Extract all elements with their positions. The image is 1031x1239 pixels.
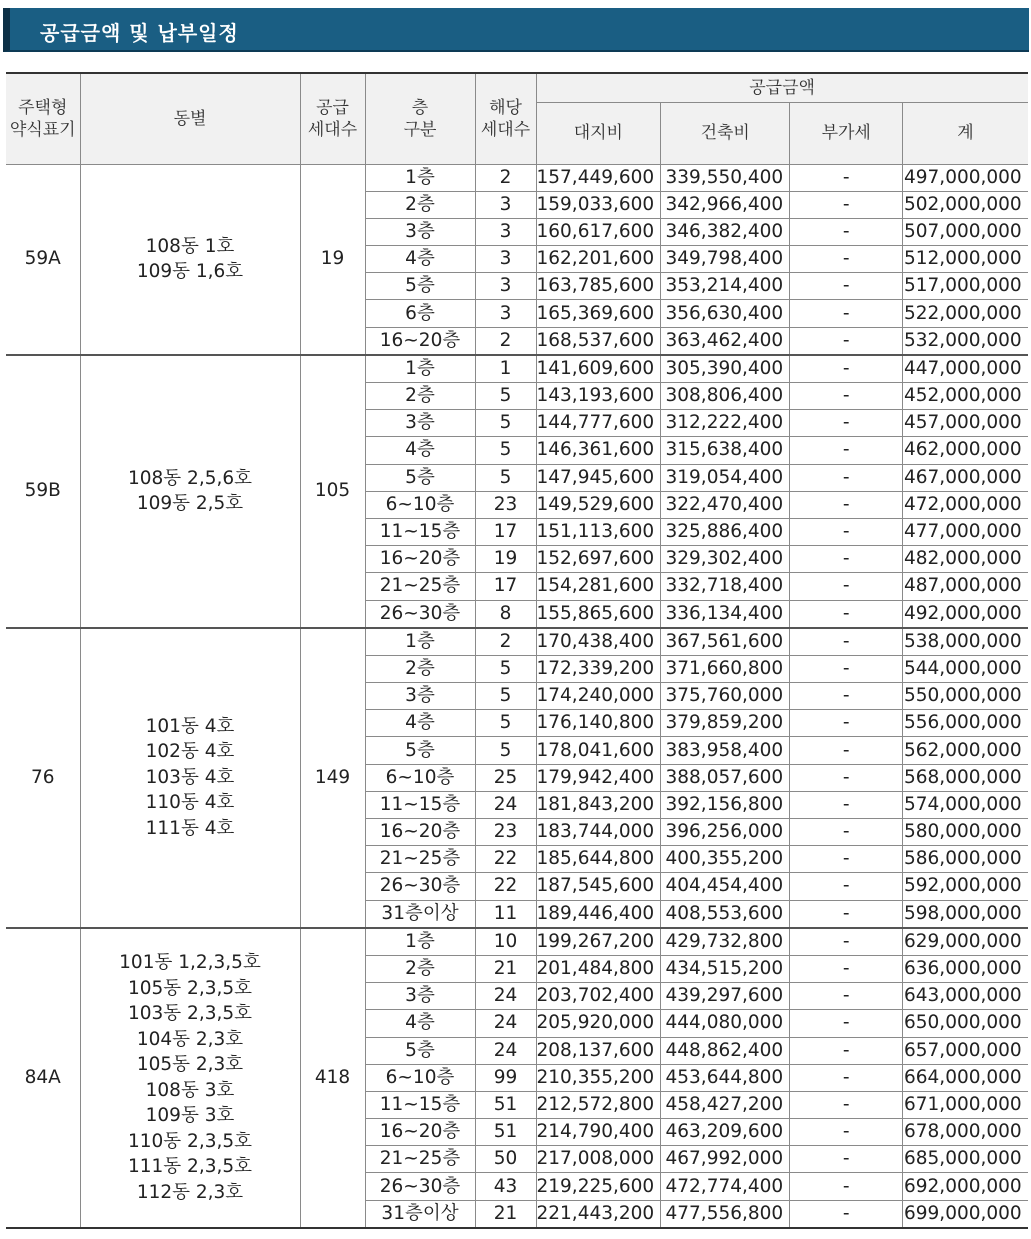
cell-total: 482,000,000 [903, 546, 1028, 573]
cell-total: 497,000,000 [903, 164, 1028, 191]
cell-floor: 6~10층 [365, 1064, 475, 1091]
cell-floor: 2층 [365, 383, 475, 410]
cell-units: 5 [475, 737, 536, 764]
cell-building: 467,992,000 [661, 1146, 790, 1173]
dong-line: 109동 1,6호 [136, 261, 244, 283]
cell-vat: - [790, 410, 903, 437]
cell-vat: - [790, 327, 903, 355]
cell-supply-units: 418 [300, 928, 365, 1228]
cell-land: 170,438,400 [536, 628, 661, 656]
cell-land: 174,240,000 [536, 683, 661, 710]
cell-units: 5 [475, 710, 536, 737]
cell-total: 671,000,000 [903, 1091, 1028, 1118]
dong-line: 111동 4호 [145, 817, 235, 839]
cell-total: 517,000,000 [903, 273, 1028, 300]
cell-building: 322,470,400 [661, 491, 790, 518]
cell-floor: 31층이상 [365, 1200, 475, 1228]
cell-building: 339,550,400 [661, 164, 790, 191]
header-building: 건축비 [661, 102, 790, 164]
cell-units: 3 [475, 273, 536, 300]
cell-building: 408,553,600 [661, 900, 790, 928]
cell-vat: - [790, 246, 903, 273]
cell-vat: - [790, 983, 903, 1010]
cell-building: 396,256,000 [661, 819, 790, 846]
cell-total: 568,000,000 [903, 764, 1028, 791]
cell-total: 636,000,000 [903, 955, 1028, 982]
cell-floor: 31층이상 [365, 900, 475, 928]
cell-floor: 3층 [365, 218, 475, 245]
cell-land: 178,041,600 [536, 737, 661, 764]
cell-building: 388,057,600 [661, 764, 790, 791]
cell-floor: 16~20층 [365, 546, 475, 573]
cell-floor: 5층 [365, 1037, 475, 1064]
cell-land: 155,865,600 [536, 600, 661, 628]
cell-vat: - [790, 655, 903, 682]
dong-line: 105동 2,3,5호 [127, 977, 252, 999]
cell-units: 2 [475, 327, 536, 355]
cell-units: 17 [475, 518, 536, 545]
cell-floor: 11~15층 [365, 791, 475, 818]
cell-units: 10 [475, 928, 536, 956]
cell-building: 353,214,400 [661, 273, 790, 300]
cell-total: 562,000,000 [903, 737, 1028, 764]
cell-units: 23 [475, 491, 536, 518]
cell-total: 699,000,000 [903, 1200, 1028, 1228]
cell-units: 24 [475, 791, 536, 818]
cell-dong [80, 164, 300, 355]
cell-units: 5 [475, 410, 536, 437]
cell-units: 2 [475, 164, 536, 191]
cell-building: 477,556,800 [661, 1200, 790, 1228]
cell-land: 217,008,000 [536, 1146, 661, 1173]
cell-vat: - [790, 1146, 903, 1173]
table-header [6, 73, 1028, 164]
cell-vat: - [790, 737, 903, 764]
cell-total: 462,000,000 [903, 437, 1028, 464]
cell-floor: 1층 [365, 628, 475, 656]
cell-units: 24 [475, 1010, 536, 1037]
cell-building: 458,427,200 [661, 1091, 790, 1118]
cell-floor: 21~25층 [365, 573, 475, 600]
dong-line: 108동 3호 [145, 1079, 235, 1101]
cell-building: 371,660,800 [661, 655, 790, 682]
cell-floor: 11~15층 [365, 518, 475, 545]
table-row [6, 164, 1028, 191]
supply-price-table [6, 72, 1028, 1229]
cell-units: 5 [475, 383, 536, 410]
cell-building: 329,302,400 [661, 546, 790, 573]
table-row [6, 355, 1028, 383]
cell-vat: - [790, 955, 903, 982]
cell-building: 463,209,600 [661, 1119, 790, 1146]
cell-floor: 3층 [365, 683, 475, 710]
dong-line: 111동 2,3,5호 [127, 1156, 252, 1178]
cell-building: 346,382,400 [661, 218, 790, 245]
cell-total: 532,000,000 [903, 327, 1028, 355]
header-supply-units: 공급 세대수 [300, 73, 365, 164]
cell-floor: 5층 [365, 737, 475, 764]
dong-line: 109동 2,5호 [136, 493, 244, 515]
cell-total: 657,000,000 [903, 1037, 1028, 1064]
cell-units: 21 [475, 955, 536, 982]
cell-building: 439,297,600 [661, 983, 790, 1010]
dong-line: 108동 2,5,6호 [127, 467, 252, 489]
table-row [6, 628, 1028, 656]
cell-units: 50 [475, 1146, 536, 1173]
cell-land: 203,702,400 [536, 983, 661, 1010]
cell-land: 185,644,800 [536, 846, 661, 873]
cell-total: 477,000,000 [903, 518, 1028, 545]
cell-building: 444,080,000 [661, 1010, 790, 1037]
section-title: 공급금액 및 납부일정 [40, 21, 239, 45]
cell-floor: 4층 [365, 437, 475, 464]
cell-total: 556,000,000 [903, 710, 1028, 737]
cell-land: 159,033,600 [536, 191, 661, 218]
cell-vat: - [790, 1119, 903, 1146]
cell-total: 550,000,000 [903, 683, 1028, 710]
cell-building: 319,054,400 [661, 464, 790, 491]
cell-units: 23 [475, 819, 536, 846]
cell-land: 172,339,200 [536, 655, 661, 682]
cell-supply-units: 19 [300, 164, 365, 355]
dong-line: 102동 4호 [145, 741, 235, 763]
cell-land: 219,225,600 [536, 1173, 661, 1200]
cell-units: 22 [475, 873, 536, 900]
cell-total: 580,000,000 [903, 819, 1028, 846]
cell-land: 189,446,400 [536, 900, 661, 928]
cell-vat: - [790, 846, 903, 873]
cell-building: 379,859,200 [661, 710, 790, 737]
cell-land: 144,777,600 [536, 410, 661, 437]
header-units: 해당 세대수 [475, 73, 536, 164]
cell-total: 586,000,000 [903, 846, 1028, 873]
cell-units: 3 [475, 218, 536, 245]
dong-line: 105동 2,3호 [136, 1054, 244, 1076]
cell-land: 210,355,200 [536, 1064, 661, 1091]
cell-floor: 4층 [365, 246, 475, 273]
cell-floor: 2층 [365, 955, 475, 982]
cell-building: 429,732,800 [661, 928, 790, 956]
cell-vat: - [790, 928, 903, 956]
cell-building: 472,774,400 [661, 1173, 790, 1200]
cell-units: 5 [475, 464, 536, 491]
cell-units: 5 [475, 683, 536, 710]
cell-land: 183,744,000 [536, 819, 661, 846]
cell-floor: 16~20층 [365, 1119, 475, 1146]
cell-land: 152,697,600 [536, 546, 661, 573]
section-title-bar [3, 8, 1029, 52]
cell-units: 51 [475, 1119, 536, 1146]
cell-land: 154,281,600 [536, 573, 661, 600]
cell-floor: 3층 [365, 983, 475, 1010]
cell-units: 17 [475, 573, 536, 600]
cell-vat: - [790, 273, 903, 300]
cell-land: 163,785,600 [536, 273, 661, 300]
cell-total: 512,000,000 [903, 246, 1028, 273]
cell-building: 434,515,200 [661, 955, 790, 982]
cell-building: 356,630,400 [661, 300, 790, 327]
cell-land: 212,572,800 [536, 1091, 661, 1118]
cell-units: 43 [475, 1173, 536, 1200]
dong-line: 110동 2,3,5호 [127, 1130, 252, 1152]
cell-units: 21 [475, 1200, 536, 1228]
cell-total: 502,000,000 [903, 191, 1028, 218]
cell-floor: 6층 [365, 300, 475, 327]
cell-units: 5 [475, 655, 536, 682]
header-type: 주택형 약식표기 [6, 73, 80, 164]
table-row [6, 928, 1028, 956]
cell-floor: 1층 [365, 928, 475, 956]
dong-line: 104동 2,3호 [136, 1028, 244, 1050]
cell-total: 598,000,000 [903, 900, 1028, 928]
cell-vat: - [790, 546, 903, 573]
cell-vat: - [790, 464, 903, 491]
cell-building: 315,638,400 [661, 437, 790, 464]
cell-units: 3 [475, 246, 536, 273]
cell-building: 336,134,400 [661, 600, 790, 628]
cell-vat: - [790, 573, 903, 600]
dong-line: 103동 2,3,5호 [127, 1003, 252, 1025]
cell-land: 143,193,600 [536, 383, 661, 410]
cell-building: 392,156,800 [661, 791, 790, 818]
cell-building: 375,760,000 [661, 683, 790, 710]
cell-land: 214,790,400 [536, 1119, 661, 1146]
cell-units: 5 [475, 437, 536, 464]
dong-line: 101동 4호 [145, 715, 235, 737]
cell-type: 84A [6, 928, 80, 1228]
cell-land: 162,201,600 [536, 246, 661, 273]
cell-land: 149,529,600 [536, 491, 661, 518]
cell-vat: - [790, 437, 903, 464]
cell-floor: 4층 [365, 1010, 475, 1037]
cell-vat: - [790, 791, 903, 818]
cell-total: 574,000,000 [903, 791, 1028, 818]
cell-building: 453,644,800 [661, 1064, 790, 1091]
cell-total: 629,000,000 [903, 928, 1028, 956]
cell-land: 221,443,200 [536, 1200, 661, 1228]
cell-total: 522,000,000 [903, 300, 1028, 327]
cell-vat: - [790, 164, 903, 191]
cell-total: 678,000,000 [903, 1119, 1028, 1146]
cell-type: 76 [6, 628, 80, 928]
cell-total: 457,000,000 [903, 410, 1028, 437]
cell-land: 181,843,200 [536, 791, 661, 818]
cell-floor: 26~30층 [365, 600, 475, 628]
dong-line: 110동 4호 [145, 792, 235, 814]
dong-line: 109동 3호 [145, 1105, 235, 1127]
cell-floor: 16~20층 [365, 819, 475, 846]
cell-land: 199,267,200 [536, 928, 661, 956]
cell-building: 383,958,400 [661, 737, 790, 764]
cell-floor: 5층 [365, 464, 475, 491]
cell-total: 492,000,000 [903, 600, 1028, 628]
cell-building: 400,355,200 [661, 846, 790, 873]
cell-building: 342,966,400 [661, 191, 790, 218]
cell-floor: 11~15층 [365, 1091, 475, 1118]
cell-floor: 6~10층 [365, 491, 475, 518]
cell-land: 165,369,600 [536, 300, 661, 327]
cell-vat: - [790, 1173, 903, 1200]
cell-units: 8 [475, 600, 536, 628]
cell-land: 179,942,400 [536, 764, 661, 791]
cell-total: 452,000,000 [903, 383, 1028, 410]
cell-building: 325,886,400 [661, 518, 790, 545]
cell-units: 3 [475, 191, 536, 218]
cell-building: 332,718,400 [661, 573, 790, 600]
cell-floor: 26~30층 [365, 873, 475, 900]
cell-total: 592,000,000 [903, 873, 1028, 900]
header-floor: 층 구분 [365, 73, 475, 164]
cell-vat: - [790, 628, 903, 656]
cell-supply-units: 149 [300, 628, 365, 928]
cell-vat: - [790, 300, 903, 327]
cell-floor: 21~25층 [365, 846, 475, 873]
cell-floor: 26~30층 [365, 1173, 475, 1200]
cell-building: 367,561,600 [661, 628, 790, 656]
cell-floor: 1층 [365, 355, 475, 383]
cell-units: 3 [475, 300, 536, 327]
cell-units: 1 [475, 355, 536, 383]
cell-vat: - [790, 1010, 903, 1037]
header-vat: 부가세 [790, 102, 903, 164]
cell-land: 160,617,600 [536, 218, 661, 245]
cell-vat: - [790, 355, 903, 383]
cell-vat: - [790, 383, 903, 410]
cell-vat: - [790, 518, 903, 545]
cell-vat: - [790, 191, 903, 218]
table-body [6, 164, 1028, 1228]
cell-total: 467,000,000 [903, 464, 1028, 491]
cell-total: 664,000,000 [903, 1064, 1028, 1091]
cell-vat: - [790, 1064, 903, 1091]
cell-type: 59B [6, 355, 80, 628]
header-total: 계 [903, 102, 1028, 164]
cell-floor: 5층 [365, 273, 475, 300]
cell-floor: 16~20층 [365, 327, 475, 355]
cell-units: 24 [475, 1037, 536, 1064]
cell-land: 176,140,800 [536, 710, 661, 737]
cell-vat: - [790, 218, 903, 245]
cell-units: 99 [475, 1064, 536, 1091]
cell-total: 650,000,000 [903, 1010, 1028, 1037]
cell-total: 507,000,000 [903, 218, 1028, 245]
cell-building: 308,806,400 [661, 383, 790, 410]
header-dong: 동별 [80, 73, 300, 164]
cell-units: 19 [475, 546, 536, 573]
cell-units: 22 [475, 846, 536, 873]
cell-vat: - [790, 764, 903, 791]
cell-land: 168,537,600 [536, 327, 661, 355]
header-supply-price: 공급금액 [536, 73, 1028, 102]
cell-total: 538,000,000 [903, 628, 1028, 656]
cell-total: 487,000,000 [903, 573, 1028, 600]
dong-line: 103동 4호 [145, 766, 235, 788]
cell-total: 472,000,000 [903, 491, 1028, 518]
dong-line: 112동 2,3호 [136, 1181, 244, 1203]
cell-vat: - [790, 600, 903, 628]
cell-vat: - [790, 491, 903, 518]
cell-vat: - [790, 819, 903, 846]
header-land: 대지비 [536, 102, 661, 164]
cell-land: 146,361,600 [536, 437, 661, 464]
cell-building: 404,454,400 [661, 873, 790, 900]
cell-land: 147,945,600 [536, 464, 661, 491]
cell-units: 25 [475, 764, 536, 791]
cell-land: 201,484,800 [536, 955, 661, 982]
cell-total: 447,000,000 [903, 355, 1028, 383]
cell-dong [80, 628, 300, 928]
cell-supply-units: 105 [300, 355, 365, 628]
cell-building: 305,390,400 [661, 355, 790, 383]
cell-vat: - [790, 1200, 903, 1228]
cell-land: 187,545,600 [536, 873, 661, 900]
cell-vat: - [790, 710, 903, 737]
cell-vat: - [790, 1037, 903, 1064]
cell-land: 141,609,600 [536, 355, 661, 383]
cell-floor: 3층 [365, 410, 475, 437]
cell-units: 24 [475, 983, 536, 1010]
dong-line: 101동 1,2,3,5호 [119, 952, 261, 974]
cell-dong [80, 355, 300, 628]
cell-floor: 1층 [365, 164, 475, 191]
cell-dong [80, 928, 300, 1228]
cell-floor: 6~10층 [365, 764, 475, 791]
cell-land: 205,920,000 [536, 1010, 661, 1037]
cell-building: 312,222,400 [661, 410, 790, 437]
cell-total: 643,000,000 [903, 983, 1028, 1010]
cell-building: 448,862,400 [661, 1037, 790, 1064]
cell-units: 2 [475, 628, 536, 656]
cell-vat: - [790, 873, 903, 900]
cell-units: 11 [475, 900, 536, 928]
dong-line: 108동 1호 [145, 235, 235, 257]
cell-floor: 4층 [365, 710, 475, 737]
cell-type: 59A [6, 164, 80, 355]
cell-building: 363,462,400 [661, 327, 790, 355]
cell-total: 685,000,000 [903, 1146, 1028, 1173]
cell-land: 208,137,600 [536, 1037, 661, 1064]
cell-total: 692,000,000 [903, 1173, 1028, 1200]
cell-total: 544,000,000 [903, 655, 1028, 682]
cell-land: 157,449,600 [536, 164, 661, 191]
cell-vat: - [790, 683, 903, 710]
cell-land: 151,113,600 [536, 518, 661, 545]
cell-floor: 2층 [365, 655, 475, 682]
cell-floor: 21~25층 [365, 1146, 475, 1173]
cell-floor: 2층 [365, 191, 475, 218]
cell-building: 349,798,400 [661, 246, 790, 273]
cell-vat: - [790, 1091, 903, 1118]
cell-vat: - [790, 900, 903, 928]
cell-units: 51 [475, 1091, 536, 1118]
